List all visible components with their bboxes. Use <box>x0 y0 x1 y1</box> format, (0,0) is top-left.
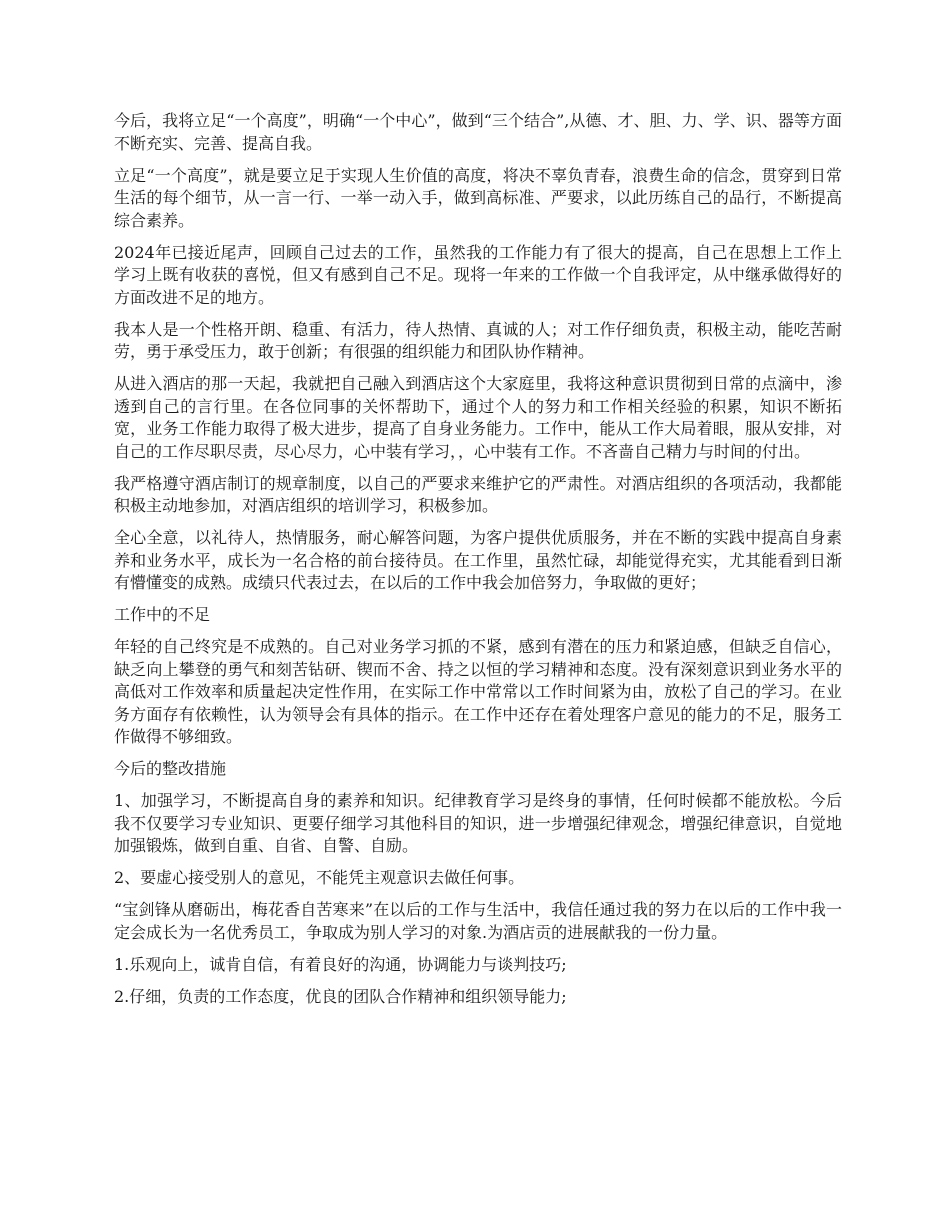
paragraph: 1、加强学习，不断提高自身的素养和知识。纪律教育学习是终身的事情，任何时候都不能放松。今后我不仅要学习专业知识、更要仔细学习其他科目的知识，进一步增强纪律观念，增强纪律意识，自觉地加强锻炼，做到自重、自省、自警、自励。 <box>114 791 842 855</box>
paragraph: “宝剑锋从磨砺出，梅花香自苦寒来”在以后的工作与生活中，我信任通过我的努力在以后的工作中我一定会成长为一名优秀员工，争取成为别人学习的对象.为酒店贡的进展献我的一份力量。 <box>114 900 842 942</box>
paragraph: 全心全意，以礼待人，热情服务，耐心解答问题，为客户提供优质服务，并在不断的实践中提高自身素养和业务水平，成长为一名合格的前台接待员。在工作里，虽然忙碌，却能觉得充实，尤其能看到日渐有懵懂变的成熟。成绩只代表过去，在以后的工作中我会加倍努力，争取做的更好； <box>114 528 842 592</box>
paragraph: 我严格遵守酒店制订的规章制度，以自己的严要求来维护它的严肃性。对酒店组织的各项活动，我都能积极主动地参加，对酒店组织的培训学习，积极参加。 <box>114 473 842 515</box>
paragraph: 我本人是一个性格开朗、稳重、有活力，待人热情、真诚的人；对工作仔细负责，积极主动，能吃苦耐劳，勇于承受压力，敢于创新；有很强的组织能力和团队协作精神。 <box>114 319 842 361</box>
paragraph: 2024年已接近尾声，回顾自己过去的工作，虽然我的工作能力有了很大的提高，自己在思想上工作上学习上既有收获的喜悦，但又有感到自己不足。现将一年来的工作做一个自我评定，从中继承做得好的方面改进不足的地方。 <box>114 242 842 307</box>
paragraph: 从进入酒店的那一天起，我就把自己融入到酒店这个大家庭里，我将这种意识贯彻到日常的点滴中，渗透到自己的言行里。在各位同事的关怀帮助下，通过个人的努力和工作相关经验的积累，知识不断拓宽，业务工作能力取得了极大进步，提高了自身业务能力。工作中，能从工作大局着眼，服从安排，对自己的工作尽职尽责，尽心尽力，心中装有学习，，心中装有工作。不吝啬自己精力与时间的付出。 <box>114 374 842 461</box>
paragraph: 今后，我将立足“一个高度”，明确“一个中心”，做到“三个结合”,从德、才、胆、力、学、识、器等方面不断充实、完善、提高自我。 <box>114 111 842 153</box>
section-heading-improvements: 今后的整改措施 <box>114 759 227 778</box>
list-item: 1.乐观向上，诚肯自信，有着良好的沟通，协调能力与谈判技巧; <box>114 954 567 974</box>
paragraph: 2、要虚心接受别人的意见，不能凭主观意识去做任何事。 <box>114 868 525 887</box>
list-item: 2.仔细，负责的工作态度，优良的团队合作精神和组织领导能力; <box>114 986 567 1006</box>
paragraph: 年轻的自己终究是不成熟的。自己对业务学习抓的不紧，感到有潜在的压力和紧迫感，但缺乏自信心，缺乏向上攀登的勇气和刻苦钻研、锲而不舍、持之以恒的学习精神和态度。没有深刻意识到业务水平的高低对工作效率和质量起决定性作用，在实际工作中常常以工作时间紧为由，放松了自己的学习。在业务方面存有依赖性，认为领导会有具体的指示。在工作中还存在着处理客户意见的能力的不足，服务工作做得不够细致。 <box>114 637 842 746</box>
section-heading-shortcomings: 工作中的不足 <box>114 605 211 624</box>
document-body <box>114 110 842 1018</box>
paragraph: 立足“一个高度”，就是要立足于实现人生价值的高度，将决不辜负青春，浪费生命的信念，贯穿到日常生活的每个细节，从一言一行、一举一动入手，做到高标准、严要求，以此历练自己的品行，不断提高综合素养。 <box>114 165 842 230</box>
